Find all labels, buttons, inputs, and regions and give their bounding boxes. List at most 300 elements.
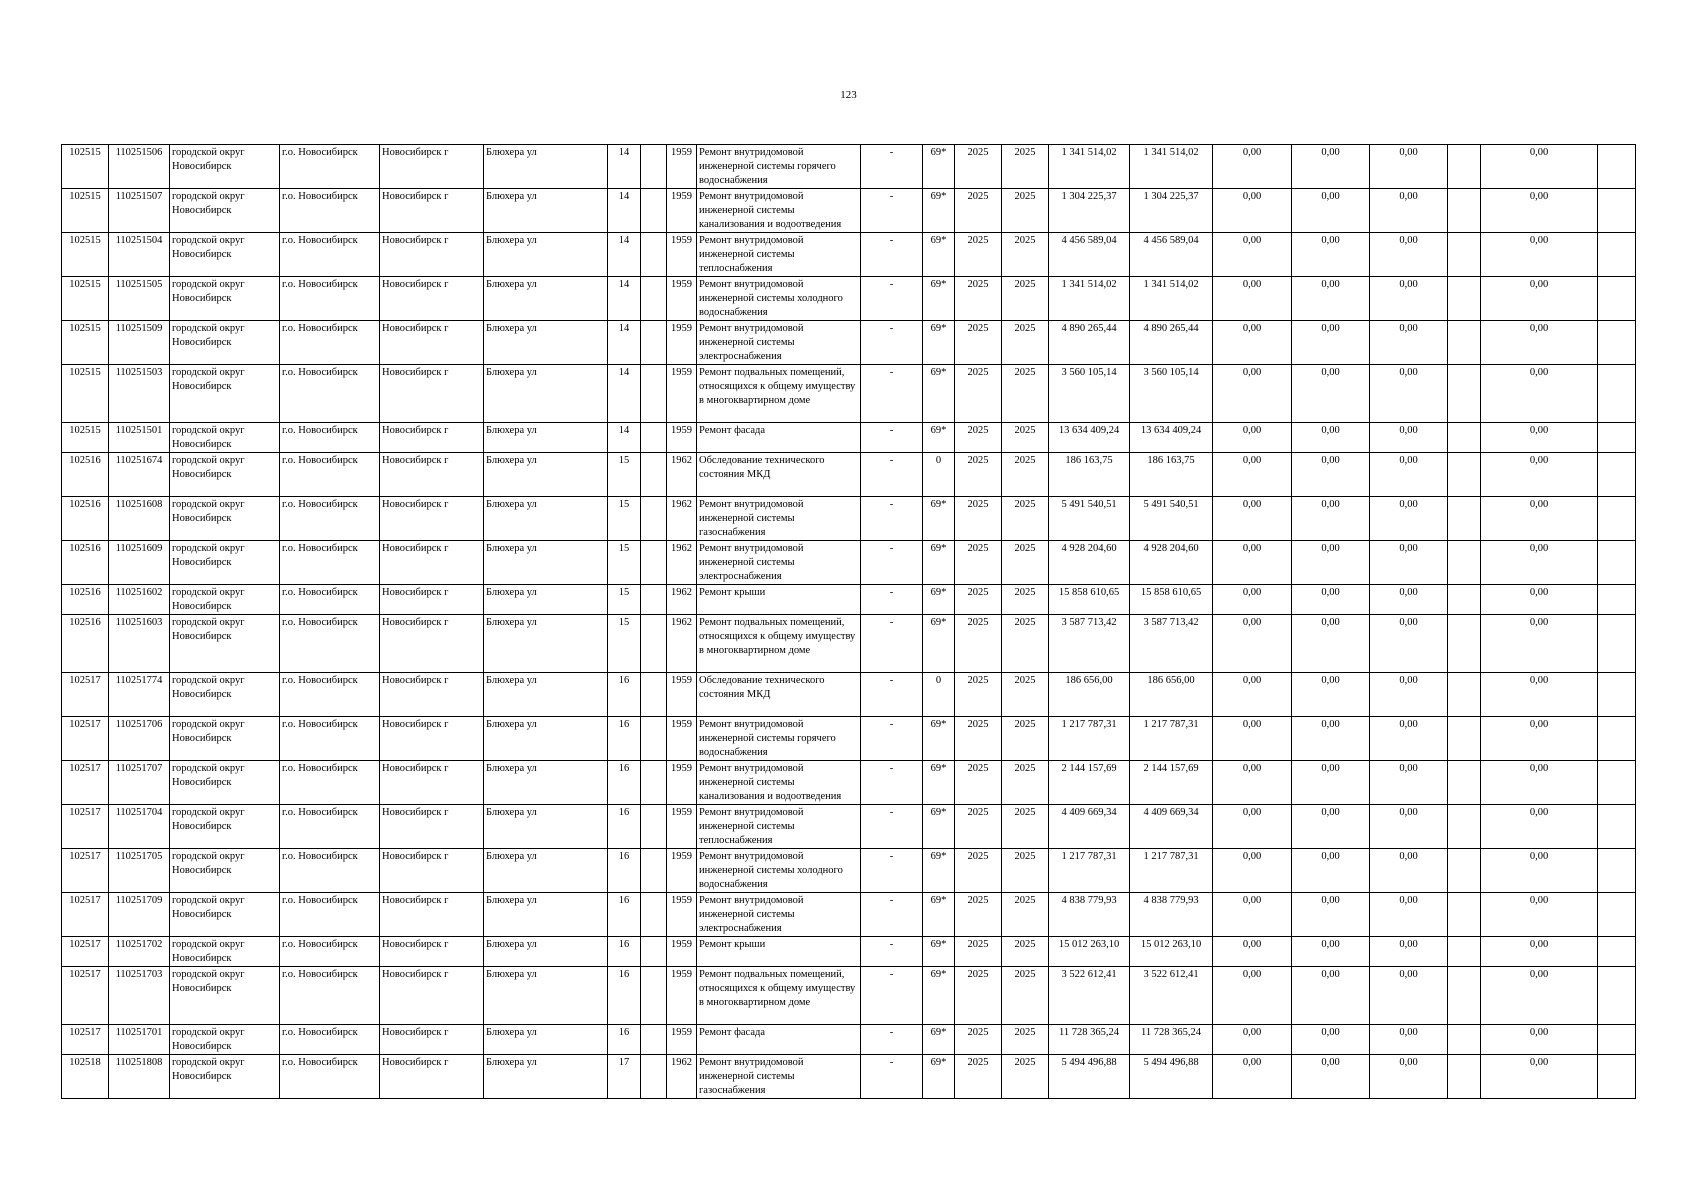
value-3-cell: 0,00 — [1370, 541, 1448, 585]
wear-percent-cell: 69* — [923, 805, 955, 849]
value-5-cell: 0,00 — [1481, 849, 1598, 893]
street-cell: Блюхера ул — [484, 717, 608, 761]
id-cell: 102515 — [62, 423, 109, 453]
table-row — [62, 497, 1636, 541]
city-cell: Новосибирск г — [380, 585, 484, 615]
house-number-cell: 15 — [608, 497, 641, 541]
district-cell: г.о. Новосибирск — [280, 1055, 380, 1099]
dash-cell: - — [861, 967, 923, 1025]
value-5-cell: 0,00 — [1481, 937, 1598, 967]
house-number-cell: 14 — [608, 365, 641, 423]
code-cell: 110251603 — [109, 615, 170, 673]
plan-year-end-cell: 2025 — [1002, 1055, 1049, 1099]
cost-total-cell: 13 634 409,24 — [1049, 423, 1130, 453]
code-cell: 110251704 — [109, 805, 170, 849]
work-type-cell: Ремонт внутридомовой инженерной системы канализования и водоотведения — [697, 189, 861, 233]
value-6-cell — [1598, 541, 1636, 585]
house-number-cell: 15 — [608, 541, 641, 585]
value-4-cell — [1448, 233, 1481, 277]
plan-year-start-cell: 2025 — [955, 233, 1002, 277]
plan-year-end-cell: 2025 — [1002, 761, 1049, 805]
wear-percent-cell: 69* — [923, 717, 955, 761]
plan-year-start-cell: 2025 — [955, 585, 1002, 615]
cost-fund-cell: 1 217 787,31 — [1130, 849, 1213, 893]
wear-percent-cell: 69* — [923, 615, 955, 673]
table-row — [62, 967, 1636, 1025]
id-cell: 102518 — [62, 1055, 109, 1099]
value-2-cell: 0,00 — [1292, 761, 1370, 805]
dash-cell: - — [861, 673, 923, 717]
house-number-cell: 16 — [608, 673, 641, 717]
work-type-cell: Ремонт подвальных помещений, относящихся к общему имуществу в многоквартирном доме — [697, 365, 861, 423]
value-1-cell: 0,00 — [1213, 321, 1292, 365]
cost-fund-cell: 1 304 225,37 — [1130, 189, 1213, 233]
cost-total-cell: 4 456 589,04 — [1049, 233, 1130, 277]
district-cell: г.о. Новосибирск — [280, 805, 380, 849]
plan-year-start-cell: 2025 — [955, 321, 1002, 365]
construction-year-cell: 1959 — [667, 189, 697, 233]
district-cell: г.о. Новосибирск — [280, 497, 380, 541]
code-cell: 110251674 — [109, 453, 170, 497]
dash-cell: - — [861, 1025, 923, 1055]
work-type-cell: Ремонт внутридомовой инженерной системы холодного водоснабжения — [697, 277, 861, 321]
value-3-cell: 0,00 — [1370, 717, 1448, 761]
table-row — [62, 893, 1636, 937]
cost-total-cell: 4 838 779,93 — [1049, 893, 1130, 937]
code-cell: 110251609 — [109, 541, 170, 585]
district-cell: г.о. Новосибирск — [280, 585, 380, 615]
wear-percent-cell: 0 — [923, 453, 955, 497]
value-6-cell — [1598, 615, 1636, 673]
value-4-cell — [1448, 365, 1481, 423]
value-1-cell: 0,00 — [1213, 497, 1292, 541]
work-type-cell: Ремонт внутридомовой инженерной системы электроснабжения — [697, 321, 861, 365]
wear-percent-cell: 69* — [923, 277, 955, 321]
plan-year-end-cell: 2025 — [1002, 893, 1049, 937]
building-letter-cell — [641, 541, 667, 585]
construction-year-cell: 1962 — [667, 497, 697, 541]
value-2-cell: 0,00 — [1292, 673, 1370, 717]
district-cell: г.о. Новосибирск — [280, 423, 380, 453]
street-cell: Блюхера ул — [484, 893, 608, 937]
municipality-cell: городской округ Новосибирск — [170, 717, 280, 761]
building-letter-cell — [641, 761, 667, 805]
cost-fund-cell: 4 890 265,44 — [1130, 321, 1213, 365]
cost-total-cell: 4 409 669,34 — [1049, 805, 1130, 849]
value-5-cell: 0,00 — [1481, 585, 1598, 615]
code-cell: 110251808 — [109, 1055, 170, 1099]
value-2-cell: 0,00 — [1292, 321, 1370, 365]
value-2-cell: 0,00 — [1292, 849, 1370, 893]
district-cell: г.о. Новосибирск — [280, 717, 380, 761]
wear-percent-cell: 0 — [923, 673, 955, 717]
value-2-cell: 0,00 — [1292, 717, 1370, 761]
id-cell: 102516 — [62, 585, 109, 615]
construction-year-cell: 1959 — [667, 967, 697, 1025]
construction-year-cell: 1959 — [667, 233, 697, 277]
construction-year-cell: 1959 — [667, 717, 697, 761]
cost-fund-cell: 2 144 157,69 — [1130, 761, 1213, 805]
city-cell: Новосибирск г — [380, 937, 484, 967]
id-cell: 102515 — [62, 145, 109, 189]
plan-year-end-cell: 2025 — [1002, 365, 1049, 423]
city-cell: Новосибирск г — [380, 717, 484, 761]
street-cell: Блюхера ул — [484, 365, 608, 423]
plan-year-end-cell: 2025 — [1002, 673, 1049, 717]
code-cell: 110251501 — [109, 423, 170, 453]
municipality-cell: городской округ Новосибирск — [170, 849, 280, 893]
city-cell: Новосибирск г — [380, 893, 484, 937]
id-cell: 102515 — [62, 189, 109, 233]
value-1-cell: 0,00 — [1213, 849, 1292, 893]
value-2-cell: 0,00 — [1292, 365, 1370, 423]
construction-year-cell: 1959 — [667, 849, 697, 893]
value-5-cell: 0,00 — [1481, 805, 1598, 849]
plan-year-start-cell: 2025 — [955, 717, 1002, 761]
value-3-cell: 0,00 — [1370, 805, 1448, 849]
cost-fund-cell: 5 494 496,88 — [1130, 1055, 1213, 1099]
value-3-cell: 0,00 — [1370, 277, 1448, 321]
house-number-cell: 17 — [608, 1055, 641, 1099]
value-3-cell: 0,00 — [1370, 673, 1448, 717]
municipality-cell: городской округ Новосибирск — [170, 893, 280, 937]
plan-year-start-cell: 2025 — [955, 497, 1002, 541]
value-1-cell: 0,00 — [1213, 937, 1292, 967]
city-cell: Новосибирск г — [380, 1055, 484, 1099]
value-5-cell: 0,00 — [1481, 967, 1598, 1025]
municipality-cell: городской округ Новосибирск — [170, 1055, 280, 1099]
cost-total-cell: 5 494 496,88 — [1049, 1055, 1130, 1099]
dash-cell: - — [861, 453, 923, 497]
plan-year-end-cell: 2025 — [1002, 423, 1049, 453]
value-5-cell: 0,00 — [1481, 761, 1598, 805]
wear-percent-cell: 69* — [923, 849, 955, 893]
value-3-cell: 0,00 — [1370, 453, 1448, 497]
work-type-cell: Ремонт подвальных помещений, относящихся к общему имуществу в многоквартирном доме — [697, 615, 861, 673]
value-2-cell: 0,00 — [1292, 497, 1370, 541]
work-type-cell: Ремонт внутридомовой инженерной системы электроснабжения — [697, 541, 861, 585]
value-3-cell: 0,00 — [1370, 1025, 1448, 1055]
dash-cell: - — [861, 937, 923, 967]
value-1-cell: 0,00 — [1213, 453, 1292, 497]
plan-year-end-cell: 2025 — [1002, 937, 1049, 967]
wear-percent-cell: 69* — [923, 321, 955, 365]
work-type-cell: Ремонт фасада — [697, 1025, 861, 1055]
district-cell: г.о. Новосибирск — [280, 937, 380, 967]
municipality-cell: городской округ Новосибирск — [170, 1025, 280, 1055]
plan-year-start-cell: 2025 — [955, 1025, 1002, 1055]
plan-year-start-cell: 2025 — [955, 967, 1002, 1025]
code-cell: 110251701 — [109, 1025, 170, 1055]
value-1-cell: 0,00 — [1213, 277, 1292, 321]
construction-year-cell: 1959 — [667, 937, 697, 967]
work-type-cell: Ремонт внутридомовой инженерной системы газоснабжения — [697, 1055, 861, 1099]
district-cell: г.о. Новосибирск — [280, 1025, 380, 1055]
house-number-cell: 16 — [608, 1025, 641, 1055]
cost-total-cell: 2 144 157,69 — [1049, 761, 1130, 805]
value-4-cell — [1448, 189, 1481, 233]
value-2-cell: 0,00 — [1292, 233, 1370, 277]
cost-total-cell: 15 858 610,65 — [1049, 585, 1130, 615]
plan-year-end-cell: 2025 — [1002, 615, 1049, 673]
value-2-cell: 0,00 — [1292, 967, 1370, 1025]
value-6-cell — [1598, 967, 1636, 1025]
plan-year-end-cell: 2025 — [1002, 805, 1049, 849]
id-cell: 102517 — [62, 717, 109, 761]
id-cell: 102515 — [62, 321, 109, 365]
street-cell: Блюхера ул — [484, 937, 608, 967]
value-1-cell: 0,00 — [1213, 893, 1292, 937]
value-5-cell: 0,00 — [1481, 497, 1598, 541]
work-type-cell: Ремонт крыши — [697, 937, 861, 967]
construction-year-cell: 1962 — [667, 541, 697, 585]
cost-fund-cell: 4 838 779,93 — [1130, 893, 1213, 937]
district-cell: г.о. Новосибирск — [280, 615, 380, 673]
value-4-cell — [1448, 541, 1481, 585]
value-2-cell: 0,00 — [1292, 277, 1370, 321]
house-number-cell: 15 — [608, 585, 641, 615]
cost-total-cell: 186 163,75 — [1049, 453, 1130, 497]
value-3-cell: 0,00 — [1370, 1055, 1448, 1099]
table-row — [62, 673, 1636, 717]
district-cell: г.о. Новосибирск — [280, 849, 380, 893]
cost-total-cell: 3 560 105,14 — [1049, 365, 1130, 423]
value-6-cell — [1598, 585, 1636, 615]
city-cell: Новосибирск г — [380, 673, 484, 717]
value-3-cell: 0,00 — [1370, 893, 1448, 937]
value-6-cell — [1598, 189, 1636, 233]
value-4-cell — [1448, 615, 1481, 673]
cost-fund-cell: 4 409 669,34 — [1130, 805, 1213, 849]
cost-fund-cell: 3 522 612,41 — [1130, 967, 1213, 1025]
construction-year-cell: 1962 — [667, 615, 697, 673]
city-cell: Новосибирск г — [380, 321, 484, 365]
value-5-cell: 0,00 — [1481, 145, 1598, 189]
value-4-cell — [1448, 849, 1481, 893]
plan-year-start-cell: 2025 — [955, 145, 1002, 189]
wear-percent-cell: 69* — [923, 761, 955, 805]
value-4-cell — [1448, 761, 1481, 805]
value-6-cell — [1598, 145, 1636, 189]
value-1-cell: 0,00 — [1213, 805, 1292, 849]
value-2-cell: 0,00 — [1292, 145, 1370, 189]
value-4-cell — [1448, 423, 1481, 453]
value-4-cell — [1448, 967, 1481, 1025]
code-cell: 110251706 — [109, 717, 170, 761]
value-3-cell: 0,00 — [1370, 365, 1448, 423]
value-5-cell: 0,00 — [1481, 615, 1598, 673]
value-4-cell — [1448, 937, 1481, 967]
plan-year-end-cell: 2025 — [1002, 541, 1049, 585]
house-number-cell: 14 — [608, 277, 641, 321]
value-6-cell — [1598, 849, 1636, 893]
table-row — [62, 145, 1636, 189]
building-letter-cell — [641, 1025, 667, 1055]
code-cell: 110251602 — [109, 585, 170, 615]
house-number-cell: 16 — [608, 967, 641, 1025]
table-row — [62, 585, 1636, 615]
municipality-cell: городской округ Новосибирск — [170, 805, 280, 849]
table-row — [62, 365, 1636, 423]
construction-year-cell: 1959 — [667, 673, 697, 717]
street-cell: Блюхера ул — [484, 145, 608, 189]
municipality-cell: городской округ Новосибирск — [170, 937, 280, 967]
municipality-cell: городской округ Новосибирск — [170, 615, 280, 673]
house-number-cell: 16 — [608, 805, 641, 849]
cost-fund-cell: 5 491 540,51 — [1130, 497, 1213, 541]
plan-year-start-cell: 2025 — [955, 453, 1002, 497]
plan-year-end-cell: 2025 — [1002, 585, 1049, 615]
value-6-cell — [1598, 423, 1636, 453]
code-cell: 110251608 — [109, 497, 170, 541]
district-cell: г.о. Новосибирск — [280, 189, 380, 233]
cost-total-cell: 1 341 514,02 — [1049, 145, 1130, 189]
value-5-cell: 0,00 — [1481, 365, 1598, 423]
house-number-cell: 14 — [608, 233, 641, 277]
wear-percent-cell: 69* — [923, 189, 955, 233]
table-row — [62, 541, 1636, 585]
value-2-cell: 0,00 — [1292, 1055, 1370, 1099]
house-number-cell: 14 — [608, 189, 641, 233]
value-6-cell — [1598, 453, 1636, 497]
value-4-cell — [1448, 453, 1481, 497]
city-cell: Новосибирск г — [380, 365, 484, 423]
city-cell: Новосибирск г — [380, 761, 484, 805]
value-4-cell — [1448, 1055, 1481, 1099]
dash-cell: - — [861, 585, 923, 615]
value-2-cell: 0,00 — [1292, 423, 1370, 453]
district-cell: г.о. Новосибирск — [280, 321, 380, 365]
building-letter-cell — [641, 849, 667, 893]
district-cell: г.о. Новосибирск — [280, 673, 380, 717]
plan-year-start-cell: 2025 — [955, 615, 1002, 673]
street-cell: Блюхера ул — [484, 1025, 608, 1055]
building-letter-cell — [641, 423, 667, 453]
district-cell: г.о. Новосибирск — [280, 893, 380, 937]
street-cell: Блюхера ул — [484, 541, 608, 585]
work-type-cell: Ремонт крыши — [697, 585, 861, 615]
plan-year-end-cell: 2025 — [1002, 145, 1049, 189]
dash-cell: - — [861, 541, 923, 585]
table-row — [62, 1055, 1636, 1099]
value-4-cell — [1448, 145, 1481, 189]
plan-year-start-cell: 2025 — [955, 761, 1002, 805]
street-cell: Блюхера ул — [484, 673, 608, 717]
plan-year-start-cell: 2025 — [955, 365, 1002, 423]
value-6-cell — [1598, 1025, 1636, 1055]
building-letter-cell — [641, 277, 667, 321]
house-number-cell: 15 — [608, 453, 641, 497]
work-type-cell: Обследование технического состояния МКД — [697, 453, 861, 497]
table-row — [62, 321, 1636, 365]
id-cell: 102517 — [62, 673, 109, 717]
municipality-cell: городской округ Новосибирск — [170, 321, 280, 365]
code-cell: 110251705 — [109, 849, 170, 893]
page-number: 123 — [840, 89, 857, 101]
id-cell: 102517 — [62, 893, 109, 937]
value-4-cell — [1448, 585, 1481, 615]
cost-total-cell: 4 928 204,60 — [1049, 541, 1130, 585]
dash-cell: - — [861, 805, 923, 849]
wear-percent-cell: 69* — [923, 423, 955, 453]
city-cell: Новосибирск г — [380, 453, 484, 497]
value-3-cell: 0,00 — [1370, 321, 1448, 365]
dash-cell: - — [861, 1055, 923, 1099]
value-6-cell — [1598, 321, 1636, 365]
city-cell: Новосибирск г — [380, 967, 484, 1025]
value-6-cell — [1598, 1055, 1636, 1099]
table-row — [62, 233, 1636, 277]
cost-total-cell: 15 012 263,10 — [1049, 937, 1130, 967]
id-cell: 102517 — [62, 1025, 109, 1055]
cost-total-cell: 1 217 787,31 — [1049, 717, 1130, 761]
wear-percent-cell: 69* — [923, 497, 955, 541]
value-5-cell: 0,00 — [1481, 233, 1598, 277]
house-number-cell: 16 — [608, 761, 641, 805]
value-4-cell — [1448, 1025, 1481, 1055]
value-1-cell: 0,00 — [1213, 189, 1292, 233]
municipality-cell: городской округ Новосибирск — [170, 189, 280, 233]
value-5-cell: 0,00 — [1481, 1055, 1598, 1099]
value-4-cell — [1448, 673, 1481, 717]
id-cell: 102517 — [62, 849, 109, 893]
work-type-cell: Ремонт внутридомовой инженерной системы горячего водоснабжения — [697, 145, 861, 189]
street-cell: Блюхера ул — [484, 1055, 608, 1099]
house-number-cell: 14 — [608, 321, 641, 365]
municipality-cell: городской округ Новосибирск — [170, 277, 280, 321]
value-1-cell: 0,00 — [1213, 761, 1292, 805]
wear-percent-cell: 69* — [923, 145, 955, 189]
municipality-cell: городской округ Новосибирск — [170, 585, 280, 615]
work-type-cell: Ремонт фасада — [697, 423, 861, 453]
value-2-cell: 0,00 — [1292, 585, 1370, 615]
district-cell: г.о. Новосибирск — [280, 277, 380, 321]
municipality-cell: городской округ Новосибирск — [170, 423, 280, 453]
value-5-cell: 0,00 — [1481, 673, 1598, 717]
wear-percent-cell: 69* — [923, 893, 955, 937]
plan-year-start-cell: 2025 — [955, 937, 1002, 967]
construction-year-cell: 1959 — [667, 145, 697, 189]
construction-year-cell: 1959 — [667, 277, 697, 321]
value-4-cell — [1448, 497, 1481, 541]
wear-percent-cell: 69* — [923, 967, 955, 1025]
value-6-cell — [1598, 761, 1636, 805]
code-cell: 110251506 — [109, 145, 170, 189]
house-number-cell: 16 — [608, 937, 641, 967]
plan-year-end-cell: 2025 — [1002, 717, 1049, 761]
building-letter-cell — [641, 585, 667, 615]
construction-year-cell: 1959 — [667, 1025, 697, 1055]
value-1-cell: 0,00 — [1213, 365, 1292, 423]
house-number-cell: 14 — [608, 145, 641, 189]
house-number-cell: 16 — [608, 717, 641, 761]
wear-percent-cell: 69* — [923, 541, 955, 585]
street-cell: Блюхера ул — [484, 497, 608, 541]
value-2-cell: 0,00 — [1292, 189, 1370, 233]
value-1-cell: 0,00 — [1213, 717, 1292, 761]
building-letter-cell — [641, 145, 667, 189]
value-3-cell: 0,00 — [1370, 937, 1448, 967]
city-cell: Новосибирск г — [380, 423, 484, 453]
city-cell: Новосибирск г — [380, 849, 484, 893]
value-1-cell: 0,00 — [1213, 673, 1292, 717]
city-cell: Новосибирск г — [380, 233, 484, 277]
building-letter-cell — [641, 893, 667, 937]
value-5-cell: 0,00 — [1481, 423, 1598, 453]
building-letter-cell — [641, 615, 667, 673]
id-cell: 102517 — [62, 967, 109, 1025]
dash-cell: - — [861, 277, 923, 321]
